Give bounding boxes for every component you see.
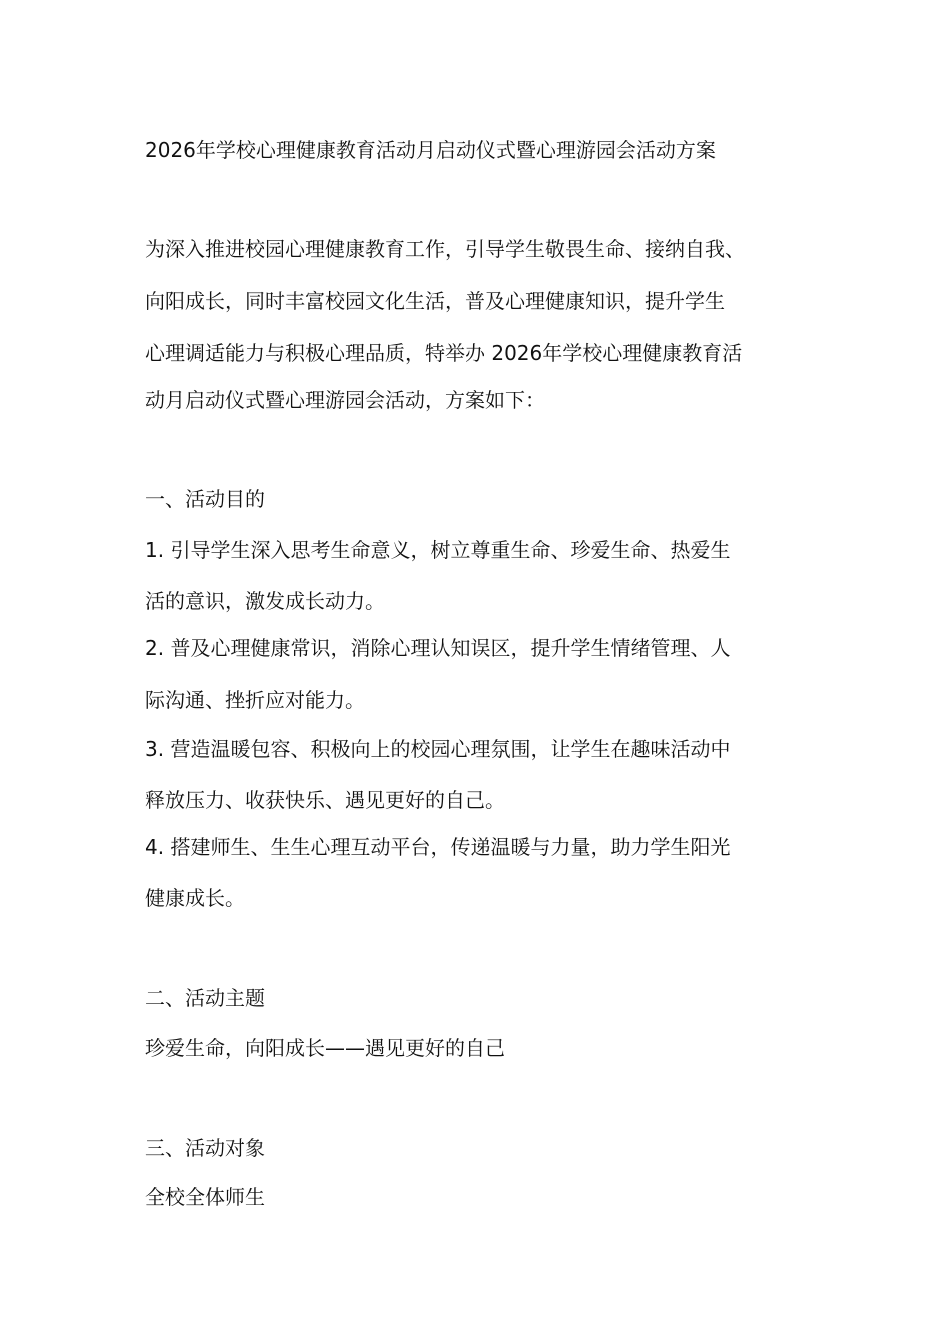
document-title: 2026年学校心理健康教育活动月启动仪式暨心理游园会活动方案: [145, 138, 716, 162]
intro-line-2: 向阳成长，同时丰富校园文化生活，普及心理健康知识，提升学生: [145, 289, 725, 313]
section1-line-5: 3. 营造温暖包容、积极向上的校园心理氛围，让学生在趣味活动中: [145, 737, 731, 761]
intro-line-4: 动月启动仪式暨心理游园会活动，方案如下：: [145, 388, 545, 412]
section1-line-4: 际沟通、挫折应对能力。: [145, 688, 365, 712]
section1-line-3: 2. 普及心理健康常识，消除心理认知误区，提升学生情绪管理、人: [145, 636, 731, 660]
intro-line-1: 为深入推进校园心理健康教育工作，引导学生敬畏生命、接纳自我、: [145, 237, 745, 261]
section1-line-7: 4. 搭建师生、生生心理互动平台，传递温暖与力量，助力学生阳光: [145, 835, 731, 859]
section1-line-8: 健康成长。: [145, 886, 245, 910]
section1-line-1: 1. 引导学生深入思考生命意义，树立尊重生命、珍爱生命、热爱生: [145, 538, 731, 562]
intro-line-3: 心理调适能力与积极心理品质，特举办 2026年学校心理健康教育活: [145, 341, 743, 365]
section3-heading: 三、活动对象: [145, 1136, 265, 1160]
section2-heading: 二、活动主题: [145, 986, 265, 1010]
section1-line-2: 活的意识，激发成长动力。: [145, 589, 385, 613]
section2-content: 珍爱生命，向阳成长——遇见更好的自己: [145, 1036, 505, 1060]
section1-heading: 一、活动目的: [145, 487, 265, 511]
section3-content: 全校全体师生: [145, 1185, 265, 1209]
section1-line-6: 释放压力、收获快乐、遇见更好的自己。: [145, 788, 505, 812]
